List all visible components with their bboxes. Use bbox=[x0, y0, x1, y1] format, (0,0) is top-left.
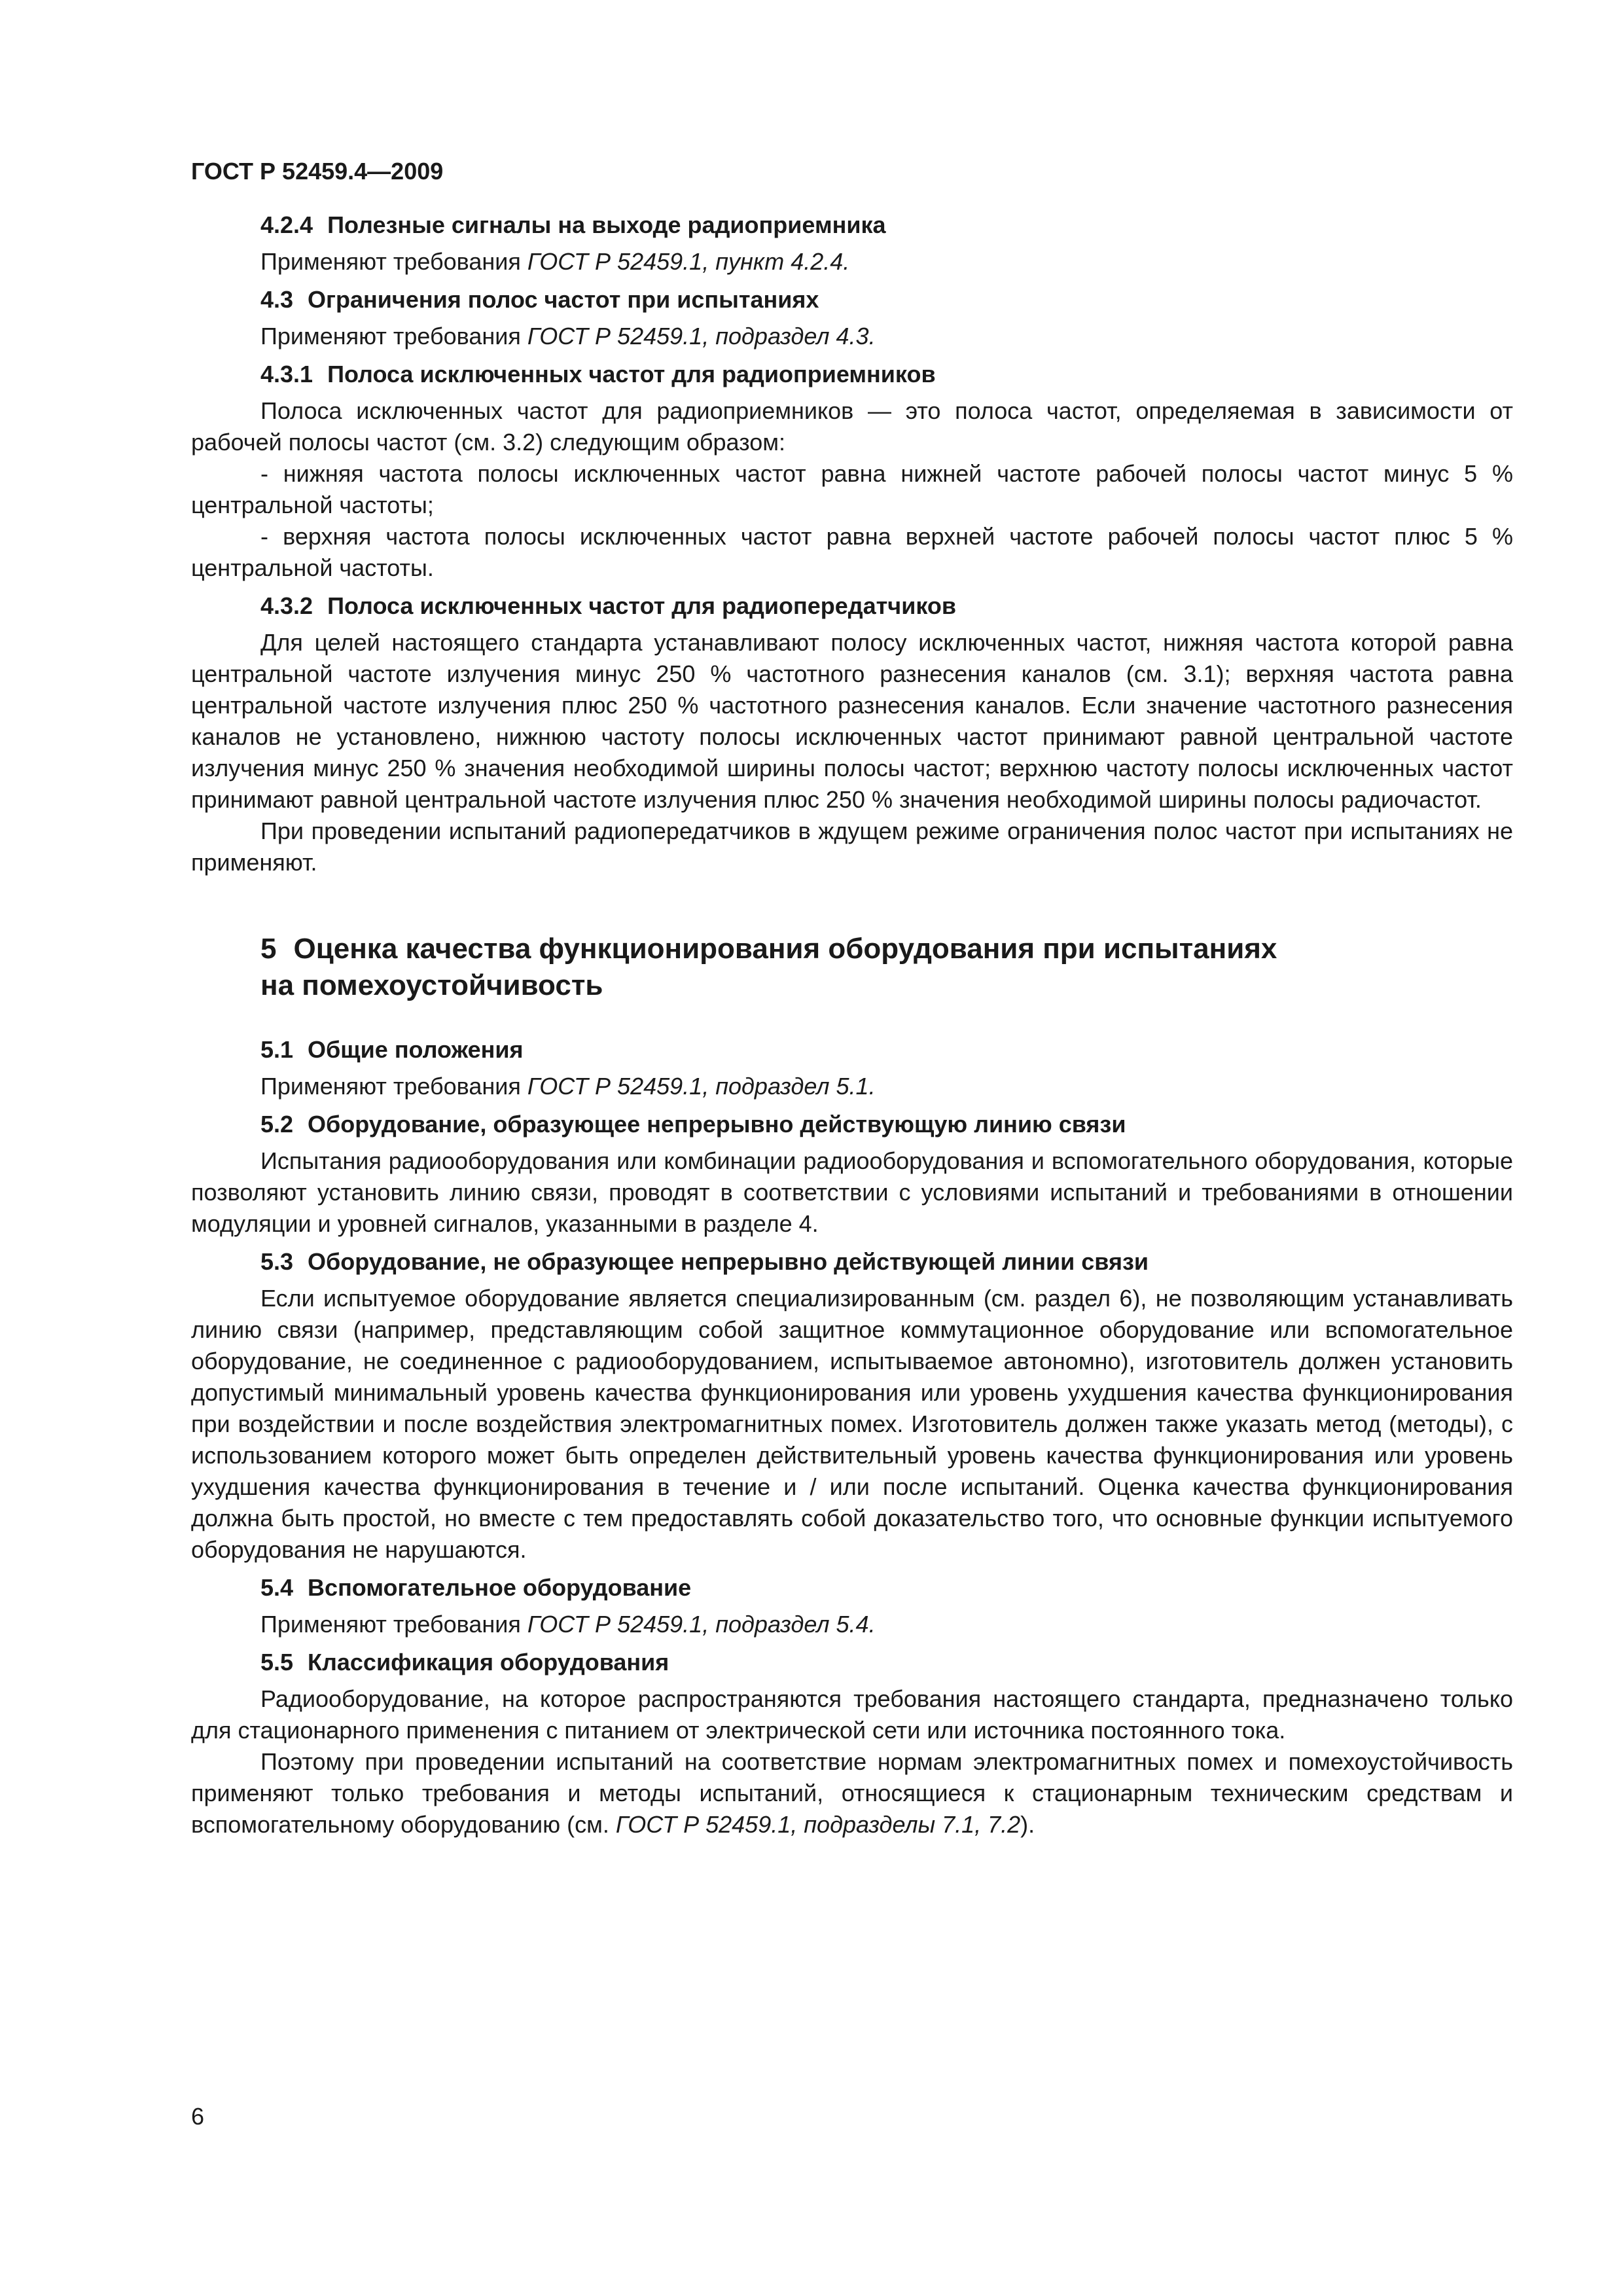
section-title: Вспомогательное оборудование bbox=[308, 1574, 692, 1601]
heading-5-4 bbox=[191, 1573, 1513, 1602]
reference: ГОСТ Р 52459.1, подраздел 4.3. bbox=[527, 323, 876, 350]
section-number: 4.2.4 bbox=[260, 211, 313, 238]
text: Применяют требования bbox=[260, 323, 527, 350]
document-page bbox=[191, 157, 1513, 1840]
paragraph: Радиооборудование, на которое распространяются требования настоящего стандарта, предназначено только для стационарного применения с питанием от электрической сети или источника постоянного тока. bbox=[191, 1685, 1513, 1744]
reference: ГОСТ Р 52459.1, подраздел 5.1. bbox=[527, 1073, 876, 1100]
section-number: 5.1 bbox=[260, 1036, 294, 1063]
section-number: 4.3.2 bbox=[260, 592, 313, 619]
heading-4-3-1 bbox=[191, 360, 1513, 389]
paragraph bbox=[191, 1071, 1513, 1102]
section-title: Ограничения полос частот при испытаниях bbox=[308, 286, 819, 313]
heading-4-2-4 bbox=[191, 211, 1513, 240]
section-title: Полоса исключенных частот для радиоприемников bbox=[327, 361, 936, 387]
heading-5-5 bbox=[191, 1648, 1513, 1677]
heading-5-1 bbox=[191, 1035, 1513, 1064]
reference: ГОСТ Р 52459.1, подраздел 5.4. bbox=[527, 1611, 876, 1638]
list-item: - нижняя частота полосы исключенных частот равна нижней частоте рабочей полосы частот минус 5 % центральной частоты; bbox=[191, 460, 1513, 518]
section-title: Полезные сигналы на выходе радиоприемника bbox=[327, 211, 886, 238]
reference: ГОСТ Р 52459.1, пункт 4.2.4. bbox=[527, 248, 850, 275]
paragraph: Полоса исключенных частот для радиоприемников — это полоса частот, определяемая в зависимости от рабочей полосы частот (см. 3.2) следующим образом: bbox=[191, 397, 1513, 456]
section-title: Полоса исключенных частот для радиопередатчиков bbox=[327, 592, 956, 619]
section-number: 4.3 bbox=[260, 286, 294, 313]
document-id: ГОСТ Р 52459.4—2009 bbox=[191, 158, 444, 185]
section-number: 5.2 bbox=[260, 1111, 294, 1138]
section-title: Общие положения bbox=[308, 1036, 524, 1063]
paragraph: При проведении испытаний радиопередатчиков в ждущем режиме ограничения полос частот при испытаниях не применяют. bbox=[191, 817, 1513, 876]
text: Поэтому при проведении испытаний на соответствие нормам электромагнитных помех и помехоустойчивость применяют только требования и методы испытаний, относящиеся к стационарным техническим средствам и вспомогательному оборудованию (см. bbox=[191, 1748, 1513, 1838]
text: Применяют требования bbox=[260, 248, 527, 275]
paragraph bbox=[191, 246, 1513, 278]
section-title: Оборудование, образующее непрерывно действующую линию связи bbox=[308, 1111, 1126, 1138]
section-number: 5 bbox=[260, 933, 277, 965]
page-number: 6 bbox=[191, 2103, 205, 2130]
reference: ГОСТ Р 52459.1, подразделы 7.1, 7.2 bbox=[615, 1811, 1021, 1838]
paragraph bbox=[191, 1609, 1513, 1640]
text: Применяют требования bbox=[260, 1611, 527, 1638]
section-number: 5.5 bbox=[260, 1649, 294, 1676]
heading-5-2 bbox=[191, 1110, 1513, 1139]
section-number: 4.3.1 bbox=[260, 361, 313, 387]
heading-section-5 bbox=[191, 931, 1513, 1004]
paragraph bbox=[191, 1746, 1513, 1840]
section-title: Оценка качества функционирования оборудования при испытаниях bbox=[293, 933, 1277, 965]
paragraph: Если испытуемое оборудование является специализированным (см. раздел 6), не позволяющим устанавливать линию связи (например, представляющим собой защитное коммутационное оборудование или вспомогательное оборудование, не соединенное с радиооборудованием, испытываемое автономно), изготовитель должен установить допустимый минимальный уровень качества функционирования или уровень ухудшения качества функционирования при воздействии и после воздействия электромагнитных помех. Изготовитель должен также указать метод (методы), с использованием которого может быть определен действительный уровень качества функционирования или уровень ухудшения качества функционирования в течение и / или после испытаний. Оценка качества функционирования должна быть простой, но вместе с тем предоставлять собой доказательство того, что основные функции испытуемого оборудования не нарушаются. bbox=[191, 1285, 1513, 1563]
paragraph: Для целей настоящего стандарта устанавливают полосу исключенных частот, нижняя частота которой равна центральной частоте излучения минус 250 % частотного разнесения каналов (см. 3.1); верхняя частота равна центральной частоте излучения плюс 250 % частотного разнесения каналов. Если значение частотного разнесения каналов не установлено, нижнюю частоту полосы исключенных частот принимают равной центральной частоте излучения минус 250 % значения необходимой ширины полосы частот; верхнюю частоту полосы исключенных частот принимают равной центральной частоте излучения плюс 250 % значения необходимой ширины полосы радиочастот. bbox=[191, 629, 1513, 813]
heading-5-3 bbox=[191, 1247, 1513, 1276]
paragraph bbox=[191, 321, 1513, 352]
section-title: Классификация оборудования bbox=[308, 1649, 669, 1676]
section-number: 5.3 bbox=[260, 1248, 294, 1275]
section-number: 5.4 bbox=[260, 1574, 294, 1601]
text: Применяют требования bbox=[260, 1073, 527, 1100]
section-title: Оборудование, не образующее непрерывно действующей линии связи bbox=[308, 1248, 1149, 1275]
section-title-continued: на помехоустойчивость bbox=[260, 969, 603, 1001]
list-item: - верхняя частота полосы исключенных частот равна верхней частоте рабочей полосы частот плюс 5 % центральной частоты. bbox=[191, 523, 1513, 581]
text: ). bbox=[1020, 1811, 1035, 1838]
heading-4-3-2 bbox=[191, 592, 1513, 620]
paragraph: Испытания радиооборудования или комбинации радиооборудования и вспомогательного оборудования, которые позволяют установить линию связи, проводят в соответствии с условиями испытаний и требованиями в отношении модуляции и уровней сигналов, указанными в разделе 4. bbox=[191, 1147, 1513, 1237]
heading-4-3 bbox=[191, 285, 1513, 314]
